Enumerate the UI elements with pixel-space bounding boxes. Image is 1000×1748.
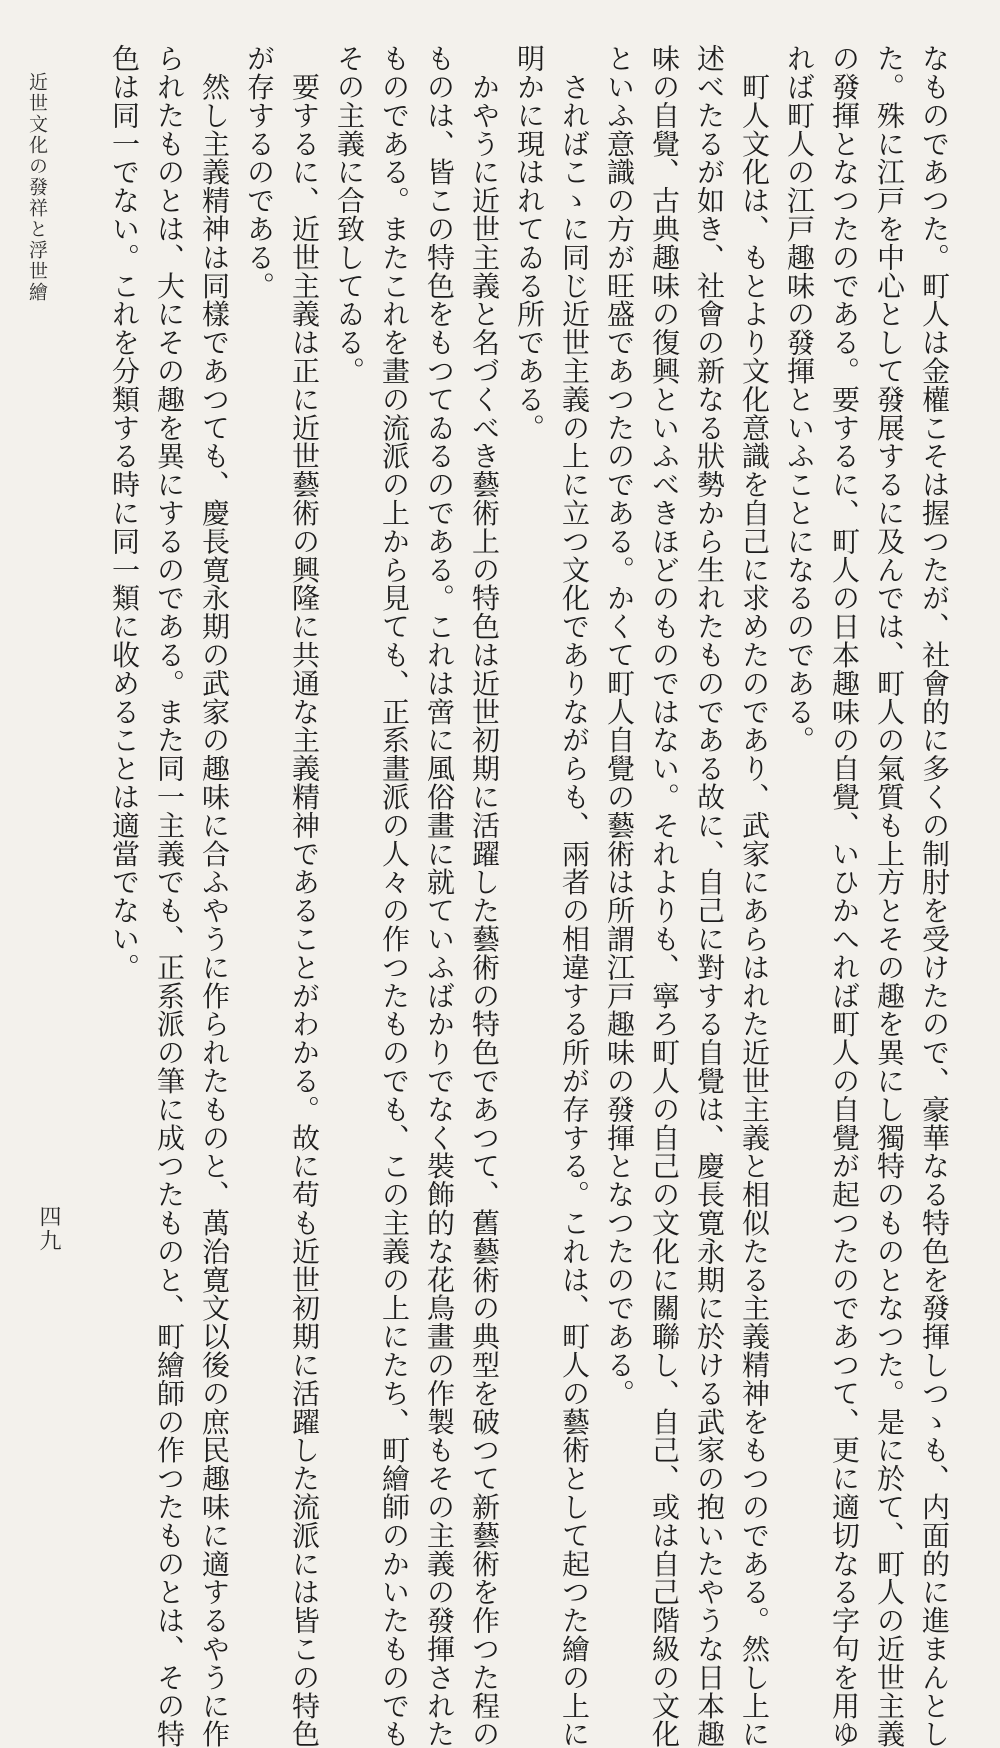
text-column: その主義に合致してゐる。	[333, 44, 366, 385]
text-column: が存するのである。	[243, 44, 276, 300]
text-column: 町人文化は、もとより文化意識を自己に求めたのであり、武家にあらはれた近世主義と相似たる主義精神をもつのである。然し上に	[738, 44, 771, 1748]
text-column: れば町人の江戸趣味の發揮といふことになるのである。	[783, 44, 816, 754]
text-column: の發揮となつたのである。要するに、町人の日本趣味の自覺、いひかへれば町人の自覺が起つたのであつて、更に適切なる字句を用ゆ	[828, 44, 861, 1748]
text-column: ものは、皆この特色をもつてゐるのである。これは啻に風俗畫に就ていふばかりでなく裝飾的な花鳥畫の作製もその主義の發揮された	[423, 44, 456, 1748]
text-column: ものである。またこれを畫の流派の上から見ても、正系畫派の人々の作つたものでも、この主義の上にたち、町繪師のかいたものでも	[378, 44, 411, 1748]
text-column: られたものとは、大にその趣を異にするのである。また同一主義でも、正系派の筆に成つたものと、町繪師の作つたものとは、その特	[153, 44, 186, 1748]
text-column: 然し主義精神は同樣であつても、慶長寛永期の武家の趣味に合ふやうに作られたものと、萬治寛文以後の庶民趣味に適するやうに作	[198, 44, 231, 1748]
text-column: 味の自覺、古典趣味の復興といふべきほどのものではない。それよりも、寧ろ町人の自己の文化に關聯し、自己、或は自己階級の文化	[648, 44, 681, 1748]
text-column: 述べたるが如き、社會の新なる狀勢から生れたものである故に、自己に對する自覺は、慶長寛永期に於ける武家の抱いたやうな日本趣	[693, 44, 726, 1748]
text-column: かやうに近世主義と名づくべき藝術上の特色は近世初期に活躍した藝術の特色であつて、舊藝術の典型を破つて新藝術を作つた程の	[468, 44, 501, 1748]
page-number: 四九	[36, 1205, 61, 1253]
text-column: 色は同一でない。これを分類する時に同一類に收めることは適當でない。	[108, 44, 141, 982]
text-column: 明かに現はれてゐる所である。	[513, 44, 546, 442]
running-header: 近世文化の發祥と浮世繪	[26, 72, 48, 303]
text-column: といふ意識の方が旺盛であつたのである。かくて町人自覺の藝術は所謂江戸趣味の發揮となつたのである。	[603, 44, 636, 1408]
text-column: た。殊に江戸を中心として發展するに及んでは、町人の氣質も上方とその趣を異にし獨特のものとなつた。是に於て、町人の近世主義	[873, 44, 906, 1748]
text-column: さればこゝに同じ近世主義の上に立つ文化でありながらも、兩者の相違する所が存する。これは、町人の藝術として起つた繪の上に	[558, 44, 591, 1748]
text-column: なものであつた。町人は金權こそは握つたが、社會的に多くの制肘を受けたので、豪華なる特色を發揮しつゝも、内面的に進まんとし	[918, 44, 951, 1748]
text-column: 要するに、近世主義は正に近世藝術の興隆に共通な主義精神であることがわかる。故に苟も近世初期に活躍した流派には皆この特色	[288, 44, 321, 1748]
